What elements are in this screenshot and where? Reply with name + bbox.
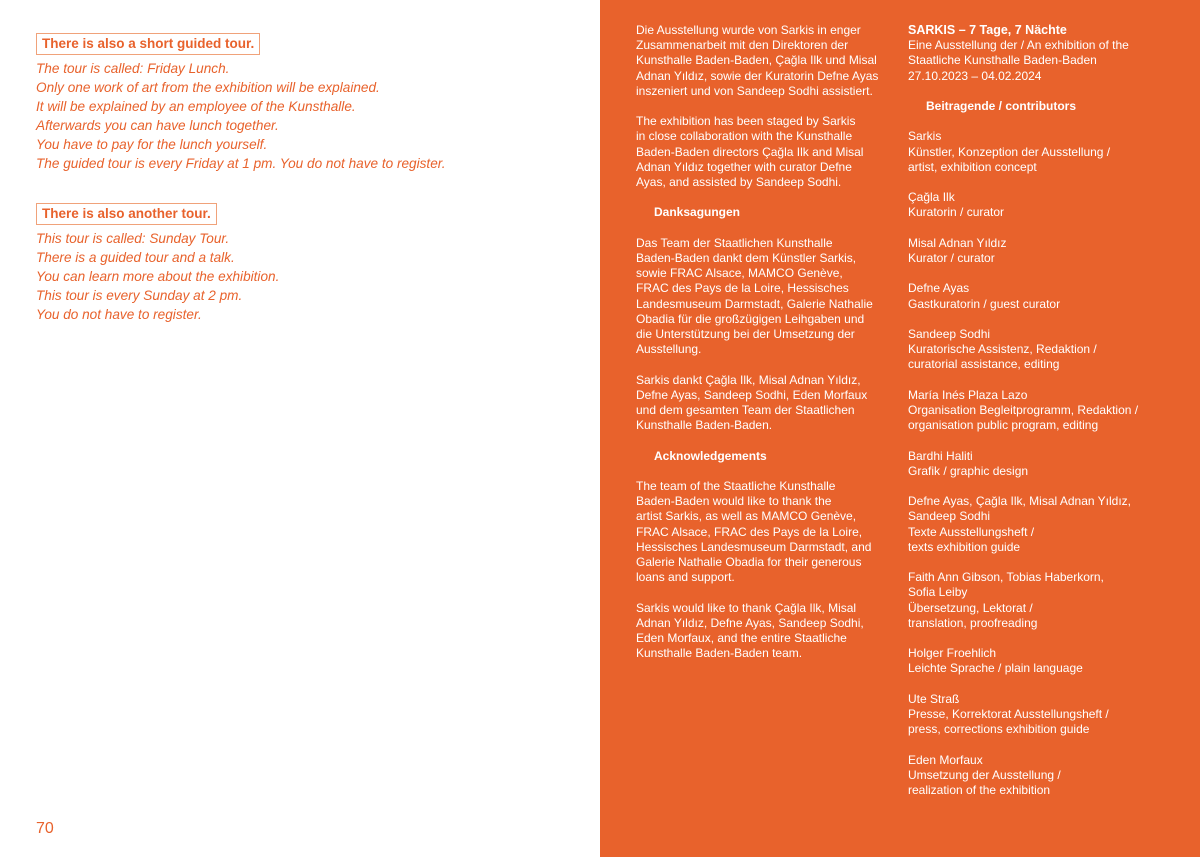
acknowledgements-line: The team of the Staatliche Kunsthalle	[636, 479, 836, 493]
contributor-role: Sandeep Sodhi	[908, 509, 991, 524]
contributor-name: María Inés Plaza Lazo	[908, 387, 1028, 402]
contributor-entry	[908, 388, 1138, 434]
contributor-role: texts exhibition guide	[908, 539, 1021, 554]
danksagungen-line: Ausstellung.	[636, 342, 702, 357]
contributor-role: Gastkuratorin / guest curator	[908, 296, 1061, 311]
danksagungen-paragraph-2	[636, 373, 878, 434]
contributor-role: Grafik / graphic design	[908, 463, 1029, 478]
acknowledgements-line: Kunsthalle Baden-Baden team.	[636, 646, 803, 661]
contributor-name: Bardhi Haliti	[908, 448, 973, 463]
exhibition-title: SARKIS – 7 Tage, 7 Nächte	[908, 23, 1067, 37]
danksagungen-line: Landesmuseum Darmstadt, Galerie Nathalie	[636, 296, 873, 311]
exhibition-subtitle-line: Staatliche Kunsthalle Baden-Baden	[908, 53, 1097, 68]
contributors-list	[908, 129, 1138, 798]
contributor-entry	[908, 129, 1138, 175]
contributor-entry	[908, 236, 1138, 266]
intro-english-line: The exhibition has been staged by Sarkis	[636, 114, 856, 129]
friday-tour-line: Afterwards you can have lunch together.	[36, 118, 279, 133]
contributor-entry	[908, 753, 1138, 799]
contributor-role: Umsetzung der Ausstellung /	[908, 767, 1061, 782]
friday-tour-line: It will be explained by an employee of the Kunsthalle.	[36, 99, 356, 114]
credits-column-right	[908, 23, 1138, 813]
danksagungen-heading: Danksagungen	[654, 205, 741, 220]
contributor-entry	[908, 327, 1138, 373]
contributor-role: Presse, Korrektorat Ausstellungsheft /	[908, 706, 1109, 721]
acknowledgements-line: Baden-Baden would like to thank the	[636, 494, 832, 509]
contributor-role: artist, exhibition concept	[908, 159, 1037, 174]
contributor-role: Texte Ausstellungsheft /	[908, 524, 1035, 539]
contributor-role: press, corrections exhibition guide	[908, 722, 1090, 737]
danksagungen-line: Obadia für die großzügigen Leihgaben und	[636, 311, 865, 326]
contributor-name: Holger Froehlich	[908, 646, 997, 661]
intro-german-line: Zusammenarbeit mit den Direktoren der	[636, 38, 849, 53]
right-page	[600, 0, 1200, 857]
acknowledgements-line: FRAC Alsace, FRAC des Pays de la Loire,	[636, 524, 863, 539]
contributor-role: Kurator / curator	[908, 250, 995, 265]
sunday-tour-line: You do not have to register.	[36, 307, 202, 322]
danksagungen-line: Kunsthalle Baden-Baden.	[636, 418, 773, 433]
contributor-role: Übersetzung, Lektorat /	[908, 600, 1033, 615]
intro-german	[636, 23, 878, 99]
sunday-tour-line: This tour is every Sunday at 2 pm.	[36, 288, 243, 303]
intro-english-line: Ayas, and assisted by Sandeep Sodhi.	[636, 175, 842, 190]
acknowledgements-line: artist Sarkis, as well as MAMCO Genève,	[636, 509, 857, 524]
credits-column-left	[636, 23, 878, 677]
contributor-role: Kuratorische Assistenz, Redaktion /	[908, 342, 1097, 357]
contributor-entry	[908, 190, 1138, 220]
acknowledgements-paragraph-1	[636, 479, 878, 585]
contributor-name: Defne Ayas, Çağla Ilk, Misal Adnan Yıldız,	[908, 494, 1132, 509]
danksagungen-line: sowie FRAC Alsace, MAMCO Genève,	[636, 266, 843, 281]
contributor-role: curatorial assistance, editing	[908, 357, 1060, 372]
intro-german-line: Adnan Yıldız, sowie der Kuratorin Defne Ayas	[636, 68, 879, 83]
sunday-tour-heading: There is also another tour.	[36, 203, 217, 225]
intro-german-line: Die Ausstellung wurde von Sarkis in enger	[636, 23, 861, 37]
friday-tour-line: The guided tour is every Friday at 1 pm. You do not have to register.	[36, 156, 446, 171]
danksagungen-line: und dem gesamten Team der Staatlichen	[636, 403, 855, 418]
contributor-entry	[908, 494, 1138, 555]
contributor-entry	[908, 449, 1138, 479]
intro-english-line: Baden-Baden directors Çağla Ilk and Misal	[636, 144, 864, 159]
sunday-tour-line: There is a guided tour and a talk.	[36, 250, 235, 265]
contributor-name: Faith Ann Gibson, Tobias Haberkorn,	[908, 570, 1104, 585]
danksagungen-line: FRAC des Pays de la Loire, Hessisches	[636, 281, 849, 296]
sunday-tour-text	[36, 229, 279, 324]
danksagungen-paragraph-1	[636, 236, 878, 358]
contributor-name: Sarkis	[908, 129, 942, 144]
acknowledgements-line: Hessisches Landesmuseum Darmstadt, and	[636, 539, 872, 554]
contributor-name: Defne Ayas	[908, 281, 970, 296]
contributor-entry	[908, 281, 1138, 311]
danksagungen-line: Das Team der Staatlichen Kunsthalle	[636, 235, 833, 250]
danksagungen-line: Sarkis dankt Çağla Ilk, Misal Adnan Yıldız,	[636, 372, 861, 387]
exhibition-subtitle-line: Eine Ausstellung der / An exhibition of the	[908, 38, 1129, 53]
intro-german-line: Kunsthalle Baden-Baden, Çağla Ilk und Misal	[636, 53, 877, 68]
danksagungen-line: die Unterstützung bei der Umsetzung der	[636, 327, 855, 342]
exhibition-subtitle-line: 27.10.2023 – 04.02.2024	[908, 68, 1042, 83]
danksagungen-line: Defne Ayas, Sandeep Sodhi, Eden Morfaux	[636, 387, 868, 402]
contributor-entry	[908, 646, 1138, 676]
friday-tour-line: Only one work of art from the exhibition will be explained.	[36, 80, 380, 95]
friday-tour-line: The tour is called: Friday Lunch.	[36, 61, 230, 76]
friday-tour-heading: There is also a short guided tour.	[36, 33, 260, 55]
exhibition-subtitle	[908, 38, 1138, 84]
contributor-role: translation, proofreading	[908, 615, 1038, 630]
contributor-entry	[908, 570, 1138, 631]
contributor-name: Çağla Ilk	[908, 190, 955, 205]
intro-english-line: Adnan Yıldız together with curator Defne	[636, 159, 852, 174]
contributor-name: Misal Adnan Yıldız	[908, 235, 1007, 250]
sunday-tour-line: This tour is called: Sunday Tour.	[36, 231, 230, 246]
acknowledgements-paragraph-2	[636, 601, 878, 662]
intro-german-line: inszeniert und von Sandeep Sodhi assistiert.	[636, 83, 873, 98]
contributor-role: organisation public program, editing	[908, 418, 1099, 433]
contributor-name: Eden Morfaux	[908, 752, 983, 767]
sunday-tour-line: You can learn more about the exhibition.	[36, 269, 280, 284]
contributor-role: realization of the exhibition	[908, 782, 1051, 797]
intro-english	[636, 114, 878, 190]
danksagungen-line: Baden-Baden dankt dem Künstler Sarkis,	[636, 251, 857, 265]
acknowledgements-line: Sarkis would like to thank Çağla Ilk, Misal	[636, 600, 857, 615]
contributor-name: Ute Straß	[908, 691, 960, 706]
friday-tour-text	[36, 59, 446, 173]
intro-english-line: in close collaboration with the Kunsthalle	[636, 129, 853, 144]
acknowledgements-heading: Acknowledgements	[654, 448, 767, 463]
acknowledgements-line: loans and support.	[636, 570, 735, 585]
contributors-heading: Beitragende / contributors	[926, 99, 1077, 113]
contributor-role: Leichte Sprache / plain language	[908, 661, 1083, 676]
contributor-role: Kuratorin / curator	[908, 205, 1005, 220]
contributor-role: Organisation Begleitprogramm, Redaktion /	[908, 402, 1139, 417]
contributor-entry	[908, 692, 1138, 738]
contributor-role: Künstler, Konzeption der Ausstellung /	[908, 144, 1111, 159]
acknowledgements-line: Galerie Nathalie Obadia for their generous	[636, 555, 862, 570]
acknowledgements-line: Eden Morfaux, and the entire Staatliche	[636, 631, 847, 646]
contributor-role: Sofia Leiby	[908, 585, 968, 600]
friday-tour-line: You have to pay for the lunch yourself.	[36, 137, 268, 152]
acknowledgements-line: Adnan Yıldız, Defne Ayas, Sandeep Sodhi,	[636, 615, 864, 630]
page-number: 70	[36, 820, 54, 837]
contributor-name: Sandeep Sodhi	[908, 326, 991, 341]
